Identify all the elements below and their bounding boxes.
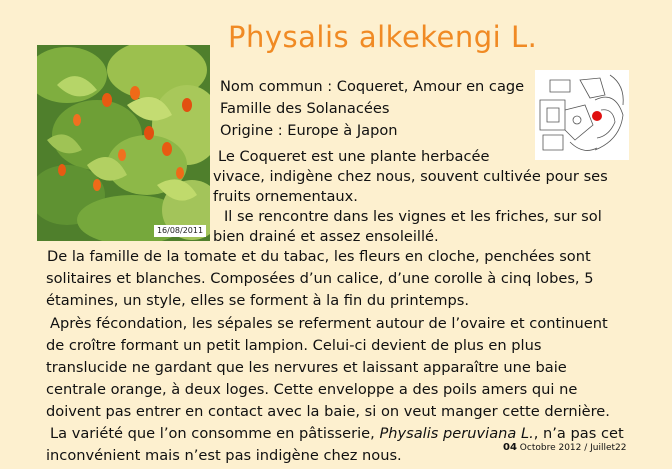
body-line-8: étamines, un style, elles se forment à la fin du printemps. — [46, 292, 470, 309]
body-line-6: De la famille de la tomate et du tabac, les fleurs en cloche, penchées sont — [47, 248, 591, 265]
location-map — [535, 70, 629, 160]
body-line-7: solitaires et blanches. Composées d’un calice, d’une corolle à cinq lobes, 5 — [46, 270, 594, 287]
page-number: 04 — [503, 442, 517, 453]
common-name: Nom commun : Coqueret, Amour en cage — [220, 78, 525, 95]
page-footer — [503, 442, 627, 453]
plant-family: Famille des Solanacées — [220, 100, 390, 117]
garden-map-image — [535, 70, 629, 160]
body-line-15: inconvénient mais n’est pas indigène chez nous. — [46, 447, 402, 464]
body-line-14-pre: La variété que l’on consomme en pâtisserie, — [50, 425, 380, 442]
body-line-12: centrale orange, à deux loges. Cette enveloppe a des poils amers qui ne — [46, 381, 578, 398]
body-line-13: doivent pas entrer en contact avec la baie, si on veut manger cette dernière. — [46, 403, 610, 420]
body-line-14-post: , n’a pas cet — [533, 425, 624, 442]
plant-photo-image — [37, 45, 210, 241]
body-line-11: translucide ne gardant que les nervures et laissant apparaître une baie — [46, 359, 567, 376]
body-line-3: fruits ornementaux. — [213, 188, 358, 205]
plant-origin: Origine : Europe à Japon — [220, 122, 398, 139]
plant-photo — [37, 45, 210, 241]
body-line-5: bien drainé et assez ensoleillé. — [213, 228, 439, 245]
page-title: Physalis alkekengi L. — [228, 20, 538, 54]
body-line-10: de croître formant un petit lampion. Celui-ci devient de plus en plus — [46, 337, 542, 354]
body-line-2: vivace, indigène chez nous, souvent cultivée pour ses — [213, 168, 608, 185]
species-name: Physalis peruviana L. — [379, 425, 534, 442]
photo-date: 16/08/2011 — [154, 225, 206, 237]
plant-meta — [220, 76, 524, 142]
footer-date: Octobre 2012 / Juillet22 — [516, 443, 627, 453]
body-line-9: Après fécondation, les sépales se referment autour de l’ovaire et continuent — [50, 315, 608, 332]
body-line-4: Il se rencontre dans les vignes et les friches, sur sol — [224, 208, 602, 225]
body-line-1: Le Coqueret est une plante herbacée — [218, 148, 490, 165]
